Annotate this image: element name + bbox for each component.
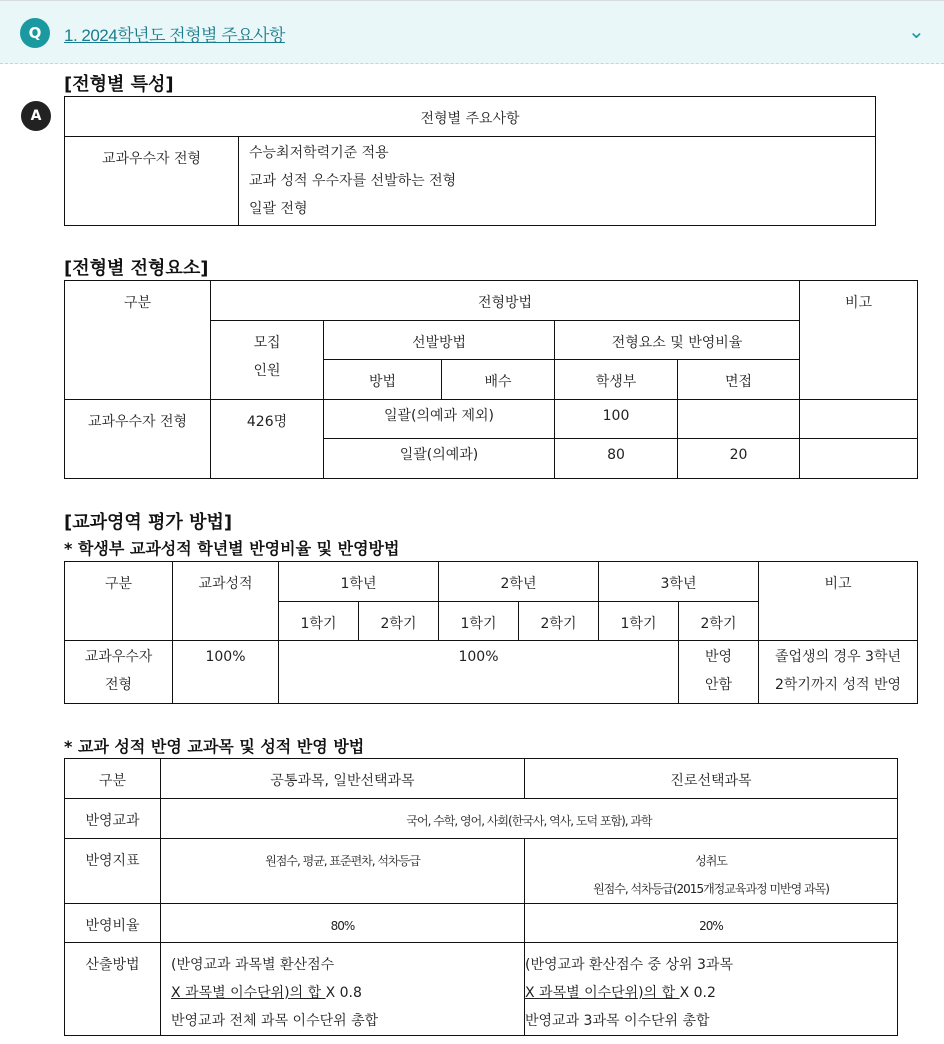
header-cell: 선발방법 (324, 321, 555, 360)
formula-factor: X 0.8 (325, 985, 362, 1001)
header-cell: 2학기 (519, 602, 599, 641)
header-cell: 전형요소 및 반영비율 (555, 321, 800, 360)
table-row (65, 799, 898, 839)
table-title: 전형별 주요사항 (65, 97, 876, 137)
line: 일괄 전형 (249, 201, 308, 217)
header-cell: 공통과목, 일반선택과목 (161, 759, 525, 799)
cell (800, 400, 918, 439)
header-cell: 1학기 (279, 602, 359, 641)
formula-line: (반영교과 환산점수 중 상위 3과목 (525, 957, 733, 973)
cell: 원점수, 평균, 표준편차, 석차등급 (161, 839, 525, 904)
header-cell: 2학기 (679, 602, 759, 641)
cell: 국어, 수학, 영어, 사회(한국사, 역사, 도덕 포함), 과학 (161, 799, 898, 839)
row-label: 산출방법 (65, 943, 161, 1036)
q-badge: Q (20, 18, 50, 48)
header-cell: 배수 (442, 360, 555, 400)
header-cell: 2학년 (439, 562, 599, 602)
header-cell: 면접 (678, 360, 800, 400)
chevron-down-icon[interactable]: ⌄ (908, 19, 925, 43)
cell (800, 439, 918, 479)
formula-line: 반영교과 전체 과목 이수단위 총합 (171, 1013, 379, 1029)
formula-line: X 과목별 이수단위)의 합 (525, 985, 680, 1001)
row-label: 교과우수자 전형 (65, 400, 211, 479)
table-row (65, 400, 918, 439)
line: 수능최저학력기준 적용 (249, 145, 389, 161)
cell: 20% (525, 904, 898, 943)
cell-line: 원점수, 석차등급(2015개정교육과정 미반영 과목) (593, 882, 829, 896)
header-cell: 모집 인원 (211, 321, 324, 400)
question-title-link[interactable]: 1. 2024학년도 전형별 주요사항 (64, 26, 285, 45)
cell (678, 400, 800, 439)
header-cell: 1학기 (599, 602, 679, 641)
header-cell: 전형방법 (211, 281, 800, 321)
header-cell: 구분 (65, 281, 211, 400)
characteristics-table (64, 96, 876, 226)
header-cell: 비고 (800, 281, 918, 400)
question-header[interactable] (0, 0, 944, 64)
grade-ratio-table (64, 561, 918, 704)
formula-line: (반영교과 과목별 환산점수 (171, 957, 335, 973)
header-cell: 2학기 (359, 602, 439, 641)
header-cell: 방법 (324, 360, 442, 400)
cell: 100% (279, 641, 679, 704)
subject-method-table (64, 758, 898, 1036)
cell: 100% (173, 641, 279, 704)
line: 교과 성적 우수자를 선발하는 전형 (249, 173, 457, 189)
cell: 반영 안함 (679, 641, 759, 704)
cell: 20 (678, 439, 800, 479)
cell: 일괄(의예과 제외) (324, 400, 555, 439)
a-badge: A (21, 101, 51, 131)
header-cell: 1학년 (279, 562, 439, 602)
header-cell: 비고 (759, 562, 918, 641)
cell: 426명 (211, 400, 324, 479)
cell: 80 (555, 439, 678, 479)
cell-line: 성취도 (695, 854, 727, 868)
row-label: 교과우수자 전형 (65, 641, 173, 704)
section-heading: [전형별 전형요소] (64, 258, 209, 279)
cell: 100 (555, 400, 678, 439)
section-heading: [교과영역 평가 방법] (64, 512, 233, 533)
subheading: * 학생부 교과성적 학년별 반영비율 및 반영방법 (64, 539, 400, 558)
section-heading: [전형별 특성] (64, 74, 174, 95)
header-cell: 학생부 (555, 360, 678, 400)
cell: 졸업생의 경우 3학년 2학기까지 성적 반영 (759, 641, 918, 704)
header-cell: 3학년 (599, 562, 759, 602)
header-cell: 구분 (65, 759, 161, 799)
header-cell: 교과성적 (173, 562, 279, 641)
table-row (65, 641, 918, 704)
table-row (65, 904, 898, 943)
row-label: 반영비율 (65, 904, 161, 943)
table-row (65, 943, 898, 1036)
row-label: 반영지표 (65, 839, 161, 904)
elements-table (64, 280, 918, 479)
formula-line: 반영교과 3과목 이수단위 총합 (525, 1013, 710, 1029)
header-cell: 진로선택과목 (525, 759, 898, 799)
cell: 80% (161, 904, 525, 943)
cell: 일괄(의예과) (324, 439, 555, 479)
header-cell: 1학기 (439, 602, 519, 641)
subheading: * 교과 성적 반영 교과목 및 성적 반영 방법 (64, 737, 365, 756)
row-label: 교과우수자 전형 (65, 137, 239, 226)
formula-factor: X 0.2 (679, 985, 716, 1001)
header-cell: 구분 (65, 562, 173, 641)
row-label: 반영교과 (65, 799, 161, 839)
table-row (65, 839, 898, 904)
formula-line: X 과목별 이수단위)의 합 (171, 985, 326, 1001)
